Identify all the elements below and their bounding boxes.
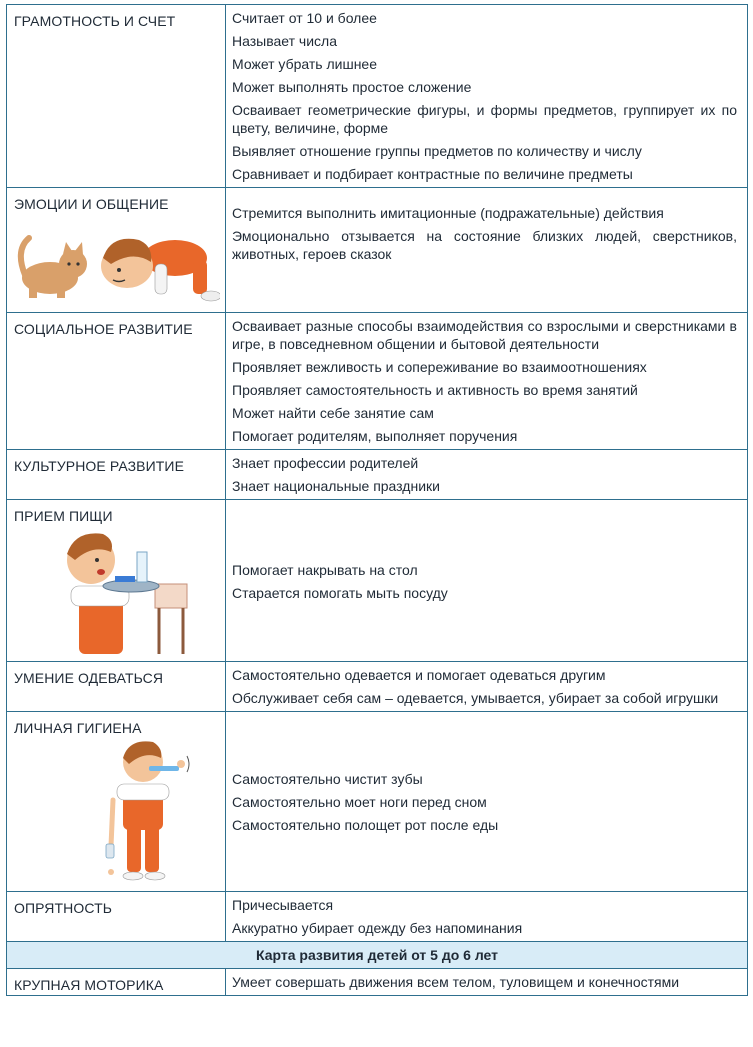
child-with-tray-illustration	[45, 524, 195, 658]
section-row-social	[7, 313, 748, 450]
list-item: Самостоятельно одевается и помогает одеваться другим	[232, 667, 606, 683]
list-item: Сравнивает и подбирает контрастные по величине предметы	[232, 166, 633, 182]
list-item: Знает профессии родителей	[232, 455, 419, 471]
section-row-culture	[7, 450, 748, 500]
list-item: Знает национальные праздники	[232, 478, 440, 494]
category-cell	[7, 5, 226, 188]
category-cell	[7, 500, 226, 662]
list-item: Стремится выполнить имитационные (подражательные) действия	[232, 205, 664, 221]
list-item: Обслуживает себя сам – одевается, умывается, убирает за собой игрушки	[232, 690, 719, 706]
development-card	[6, 4, 745, 996]
items-cell	[226, 188, 748, 313]
section-row-emotions	[7, 188, 748, 313]
list-item: Может убрать лишнее	[232, 56, 377, 72]
list-item: Эмоционально отзывается на состояние близких людей, сверстников, животных, героев сказок	[232, 228, 737, 262]
list-item: Называет числа	[232, 33, 337, 49]
child-brushing-teeth-illustration	[97, 734, 197, 886]
category-cell	[7, 892, 226, 942]
list-item: Осваивает разные способы взаимодействия со взрослыми и сверстниками в игре, в повседневном общении и бытовой деятельности	[232, 318, 737, 352]
list-item: Осваивает геометрические фигуры, и формы предметов, группирует их по цвету, величине, форме	[232, 102, 737, 136]
list-item: Проявляет вежливость и сопереживание во взаимоотношениях	[232, 359, 647, 375]
list-item: Может найти себе занятие сам	[232, 405, 434, 421]
list-item: Может выполнять простое сложение	[232, 79, 472, 95]
items-cell	[226, 969, 748, 996]
list-item: Помогает родителям, выполняет поручения	[232, 428, 518, 444]
category-title: ПРИЕМ ПИЩИ	[14, 508, 113, 524]
category-cell	[7, 662, 226, 712]
child-and-cat-illustration	[15, 220, 220, 302]
category-title: УМЕНИЕ ОДЕВАТЬСЯ	[14, 670, 164, 686]
age-banner: Карта развития детей от 5 до 6 лет	[7, 942, 748, 969]
items-cell	[226, 450, 748, 500]
items-cell	[226, 712, 748, 892]
section-row-hygiene	[7, 712, 748, 892]
section-row-gross-motor	[7, 969, 748, 996]
category-title: КРУПНАЯ МОТОРИКА	[14, 977, 164, 993]
list-item: Умеет совершать движения всем телом, туловищем и конечностями	[232, 974, 680, 990]
category-title: КУЛЬТУРНОЕ РАЗВИТИЕ	[14, 458, 185, 474]
items-cell	[226, 5, 748, 188]
list-item: Помогает накрывать на стол	[232, 561, 418, 578]
category-cell	[7, 313, 226, 450]
category-cell	[7, 188, 226, 313]
category-title: СОЦИАЛЬНОЕ РАЗВИТИЕ	[14, 321, 193, 337]
list-item: Самостоятельно чистит зубы	[232, 771, 423, 787]
list-item: Самостоятельно полощет рот после еды	[232, 817, 499, 833]
list-item: Аккуратно убирает одежду без напоминания	[232, 920, 523, 936]
items-cell	[226, 662, 748, 712]
items-cell	[226, 892, 748, 942]
list-item: Старается помогать мыть посуду	[232, 584, 448, 601]
category-cell	[7, 712, 226, 892]
items-cell	[226, 313, 748, 450]
category-title: ЛИЧНАЯ ГИГИЕНА	[14, 720, 142, 736]
category-title: ЭМОЦИИ И ОБЩЕНИЕ	[14, 196, 169, 212]
age-banner-row	[7, 942, 748, 969]
category-title: ОПРЯТНОСТЬ	[14, 900, 113, 916]
items-cell	[226, 500, 748, 662]
section-row-neatness	[7, 892, 748, 942]
section-row-dressing	[7, 662, 748, 712]
list-item: Причесывается	[232, 897, 334, 913]
development-table	[6, 4, 748, 996]
section-row-meals	[7, 500, 748, 662]
list-item: Считает от 10 и более	[232, 10, 377, 26]
category-cell	[7, 969, 226, 996]
list-item: Самостоятельно моет ноги перед сном	[232, 794, 487, 810]
section-row-literacy	[7, 5, 748, 188]
category-title: ГРАМОТНОСТЬ И СЧЕТ	[14, 13, 176, 29]
list-item: Проявляет самостоятельность и активность во время занятий	[232, 382, 638, 398]
category-cell	[7, 450, 226, 500]
list-item: Выявляет отношение группы предметов по количеству и числу	[232, 143, 642, 159]
